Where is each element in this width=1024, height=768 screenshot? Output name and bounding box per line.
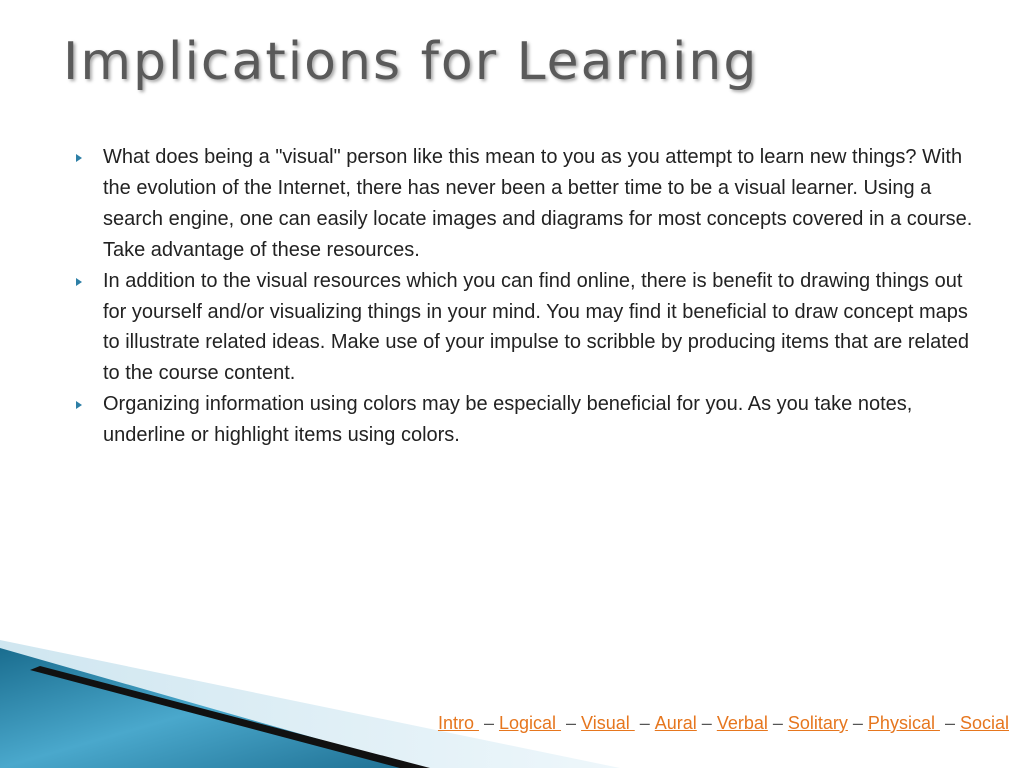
bullet-text: Organizing information using colors may be especially beneficial for you. As you take notes, underline or highlight items using colors.: [103, 393, 913, 447]
triangle-right-icon: [76, 154, 82, 162]
nav-separator: –: [772, 713, 783, 733]
section-nav: [438, 711, 1009, 735]
nav-separator: –: [483, 713, 494, 733]
nav-link-physical[interactable]: Physical: [867, 713, 940, 733]
nav-link-logical[interactable]: Logical: [498, 713, 562, 733]
bullet-text: In addition to the visual resources which you can find online, there is benefit to drawing things out for yourself and/or visualizing things in your mind. You may find it beneficial to draw concept maps to illustrate related ideas. Make use of your impulse to scribble by producing items that are related to the course content.: [103, 269, 969, 385]
triangle-right-icon: [76, 278, 82, 286]
nav-link-social[interactable]: Social: [959, 713, 1009, 733]
decorative-swoosh: [0, 640, 1024, 768]
slide-title: Implications for Learning: [63, 32, 759, 92]
bullet-list: [76, 142, 976, 451]
nav-separator: –: [852, 713, 863, 733]
bullet-item: [76, 266, 976, 390]
nav-link-solitary[interactable]: Solitary: [787, 713, 848, 733]
triangle-right-icon: [76, 401, 82, 409]
bullet-text: What does being a "visual" person like this mean to you as you attempt to learn new things? With the evolution of the Internet, there has never been a better time to be a visual learner. Using a search engine, one can easily locate images and diagrams for most concepts covered in a course. Take advantage of these resources.: [103, 146, 973, 261]
nav-separator: –: [566, 713, 577, 733]
nav-link-visual[interactable]: Visual: [581, 713, 635, 733]
nav-link-verbal[interactable]: Verbal: [716, 713, 768, 733]
nav-separator: –: [701, 713, 712, 733]
nav-separator: –: [944, 713, 955, 733]
nav-link-aural[interactable]: Aural: [654, 713, 697, 733]
nav-separator: –: [639, 713, 650, 733]
bullet-item: [76, 142, 976, 266]
bullet-item: [76, 389, 976, 451]
nav-link-intro[interactable]: Intro: [437, 713, 479, 733]
